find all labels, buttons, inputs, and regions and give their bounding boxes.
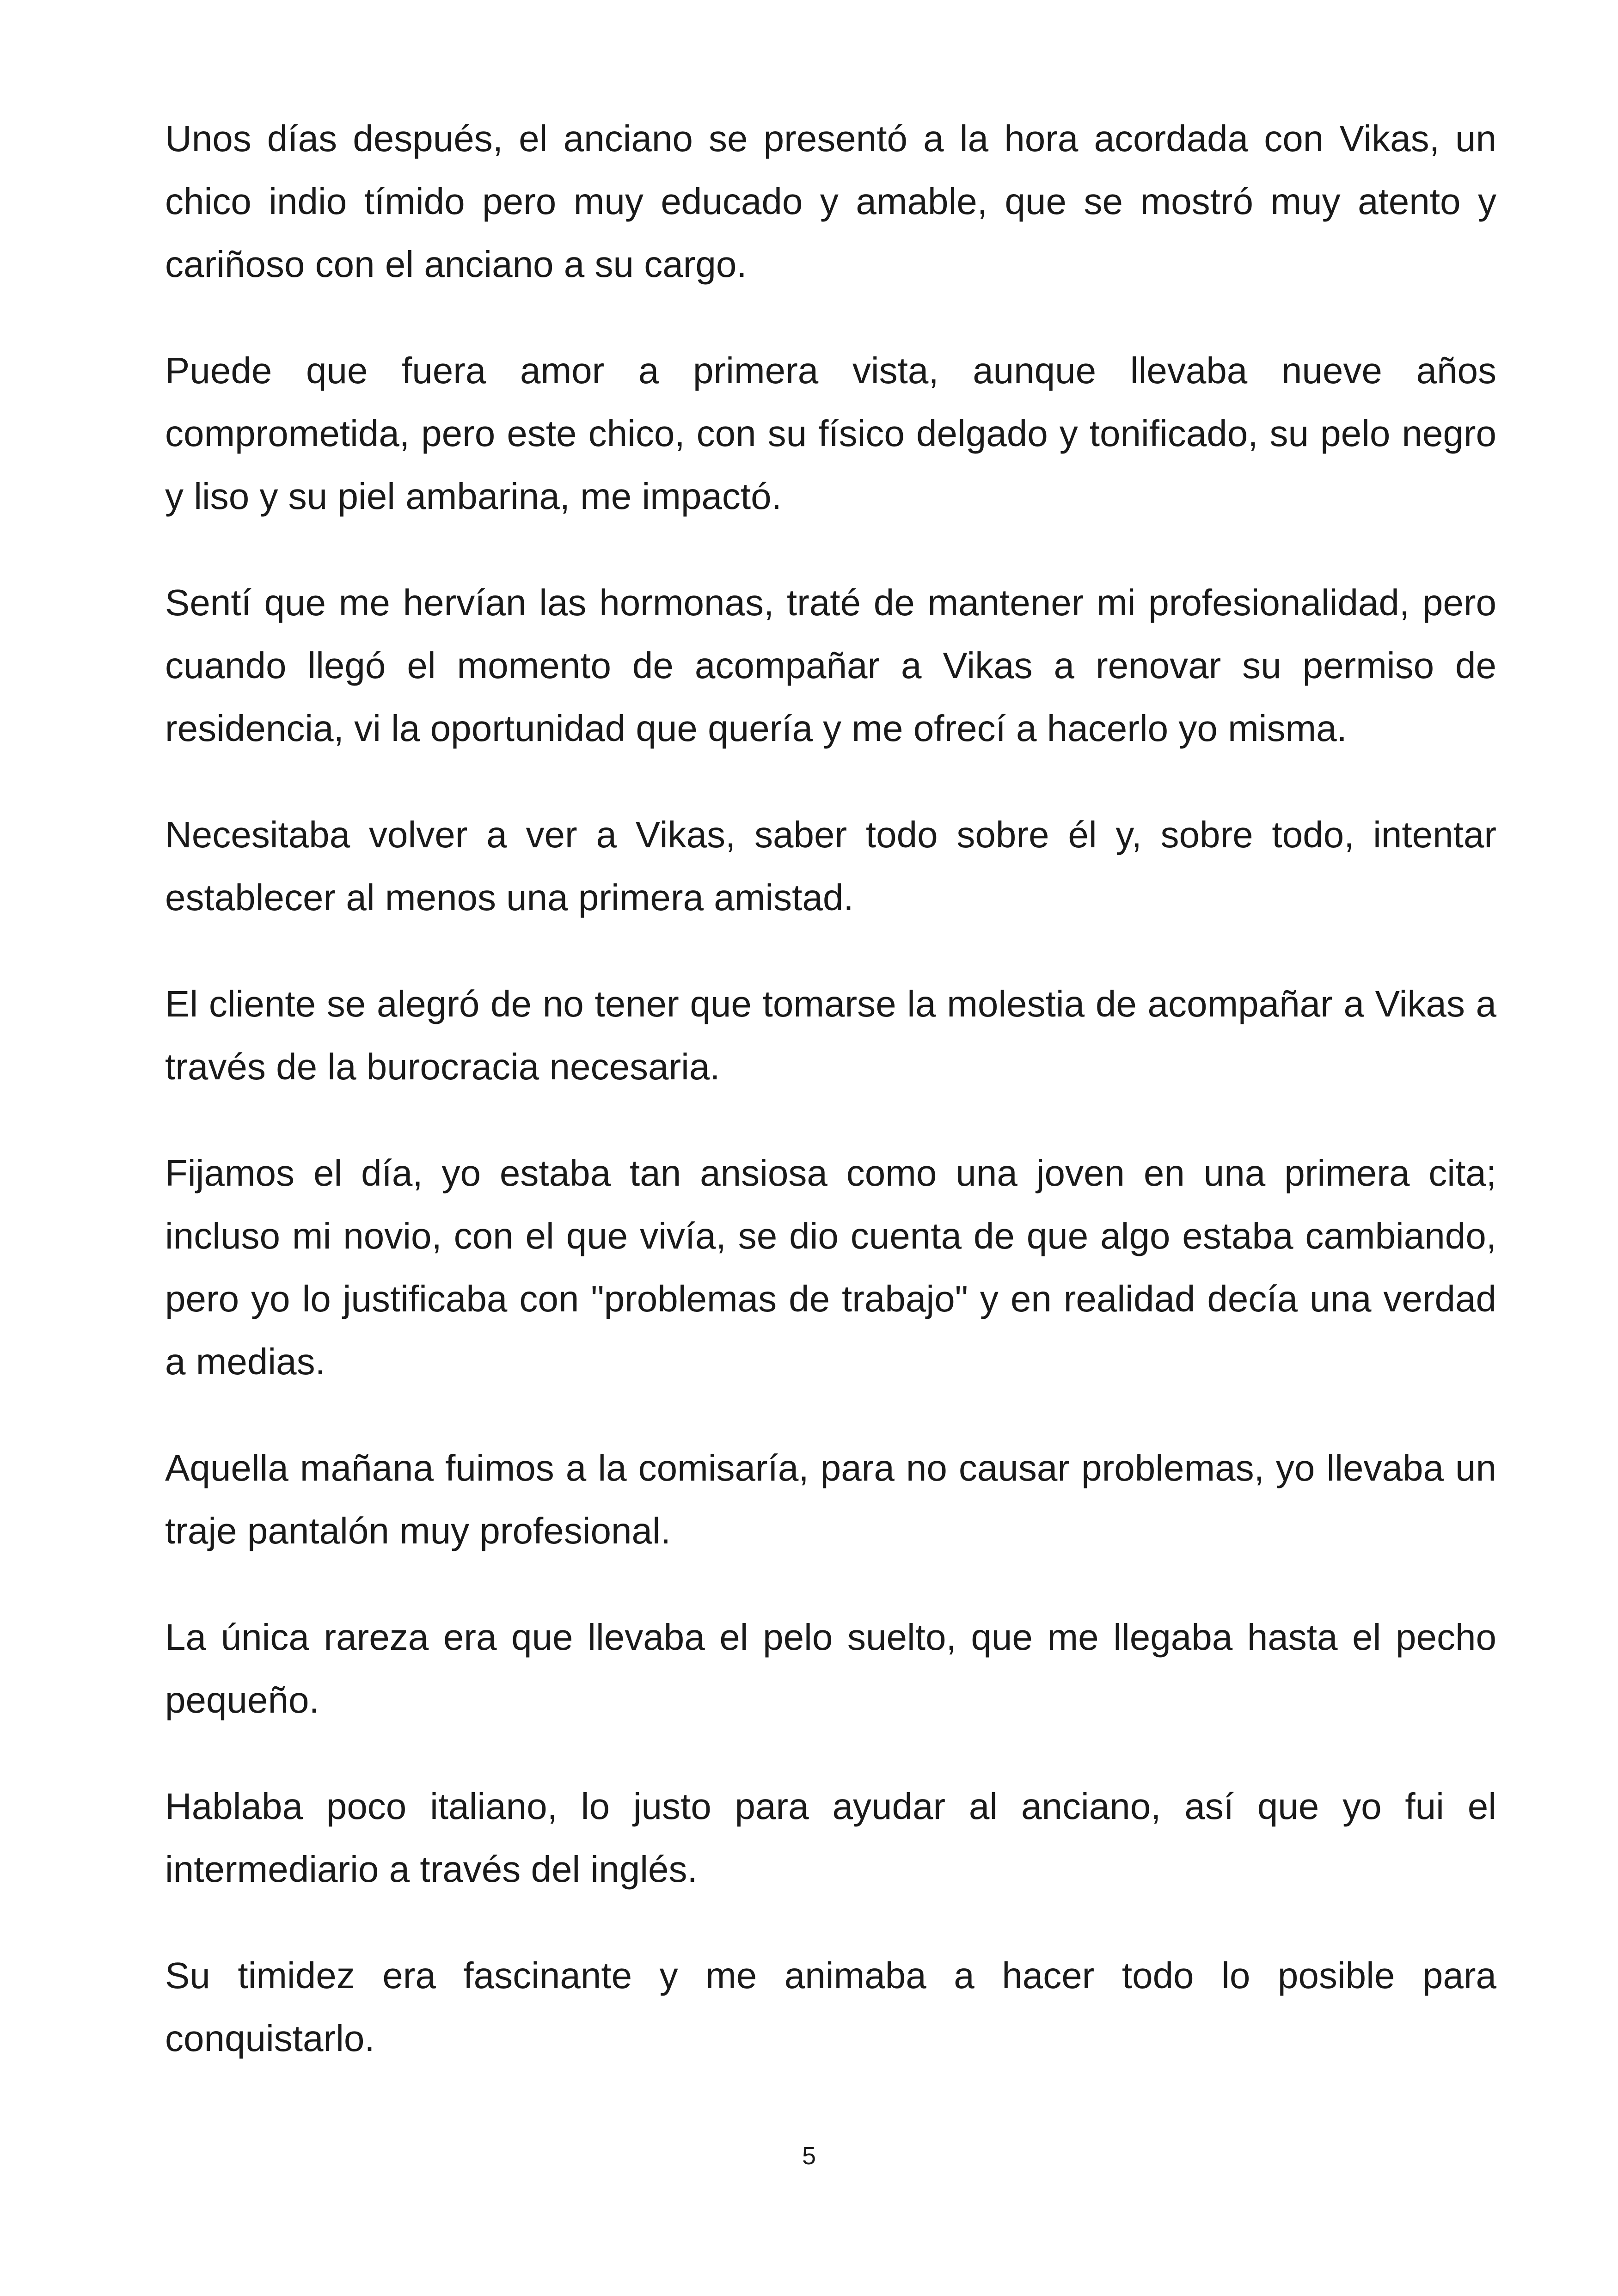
paragraph: Hablaba poco italiano, lo justo para ayudar al anciano, así que yo fui el intermediario a través del inglés.: [165, 1786, 1496, 1890]
paragraph: Sentí que me hervían las hormonas, traté de mantener mi profesionalidad, pero cuando llegó el momento de acompañar a Vikas a renovar su permiso de residencia, vi la oportunidad que quería y me ofrecí a hacerlo yo misma.: [165, 582, 1496, 749]
paragraph: La única rareza era que llevaba el pelo suelto, que me llegaba hasta el pecho pequeño.: [165, 1616, 1496, 1720]
paragraph: Su timidez era fascinante y me animaba a hacer todo lo posible para conquistarlo.: [165, 1955, 1496, 2059]
paragraph: Fijamos el día, yo estaba tan ansiosa como una joven en una primera cita; incluso mi novio, con el que vivía, se dio cuenta de que algo estaba cambiando, pero yo lo justificaba con "problemas de trabajo" y en realidad decía una verdad a medias.: [165, 1152, 1496, 1382]
paragraph: Unos días después, el anciano se presentó a la hora acordada con Vikas, un chico indio tímido pero muy educado y amable, que se mostró muy atento y cariñoso con el anciano a su cargo.: [165, 118, 1496, 285]
paragraph: Necesitaba volver a ver a Vikas, saber todo sobre él y, sobre todo, intentar establecer al menos una primera amistad.: [165, 814, 1496, 918]
paragraph: Puede que fuera amor a primera vista, aunque llevaba nueve años comprometida, pero este chico, con su físico delgado y tonificado, su pelo negro y liso y su piel ambarina, me impactó.: [165, 350, 1496, 517]
paragraph: Aquella mañana fuimos a la comisaría, para no causar problemas, yo llevaba un traje pantalón muy profesional.: [165, 1447, 1496, 1551]
page-number: 5: [802, 2142, 816, 2170]
document-body: [165, 107, 1496, 2113]
paragraph: El cliente se alegró de no tener que tomarse la molestia de acompañar a Vikas a través de la burocracia necesaria.: [165, 983, 1496, 1087]
